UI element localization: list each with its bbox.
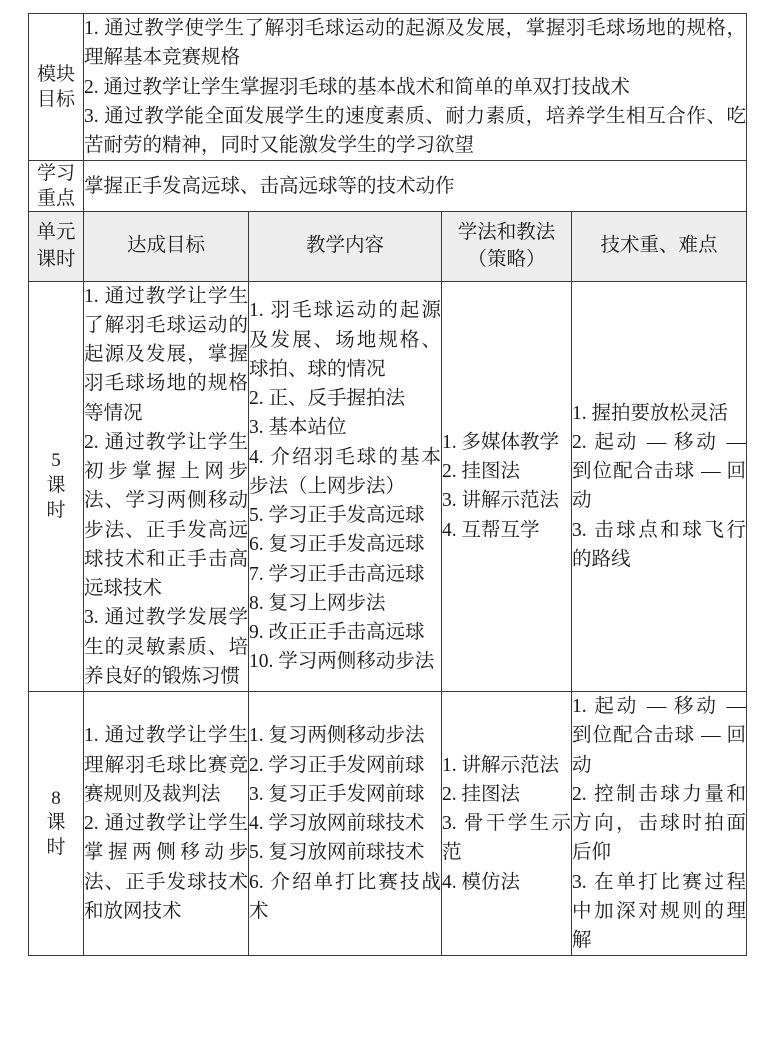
study-focus-content: 掌握正手发高远球、击高远球等的技术动作 — [84, 161, 747, 212]
unit-1-content-2: 2. 正、反手握拍法 — [249, 388, 406, 410]
study-focus-label — [29, 161, 84, 212]
header-unit-hours-line-1: 单元 — [36, 222, 76, 244]
unit-2-methods-cell — [442, 692, 572, 956]
unit-1-key-points-cell — [572, 281, 747, 692]
module-goal-item-2: 2. 通过教学让学生掌握羽毛球的基本战术和简单的单双打技战术 — [84, 76, 631, 98]
unit-1-content-3: 3. 基本站位 — [249, 417, 347, 439]
unit-1-contents-cell — [249, 281, 442, 692]
header-key-points: 技术重、难点 — [572, 212, 747, 281]
study-focus-row — [29, 161, 747, 212]
header-unit-hours-line-2: 课时 — [36, 248, 76, 270]
unit-hours-cell-1 — [29, 281, 84, 692]
unit-2-key-point-3: 3. 在单打比赛过程中加深对规则的理解 — [572, 871, 747, 952]
unit-1-content-7: 7. 学习正手击高远球 — [249, 563, 425, 585]
unit-2-key-point-2: 2. 控制击球力量和方向，击球时拍面后仰 — [572, 783, 747, 864]
module-goal-row — [29, 14, 747, 161]
unit-hours-1-line-3: 时 — [46, 499, 66, 521]
unit-1-content-6: 6. 复习正手发高远球 — [249, 534, 425, 556]
unit-1-methods-cell — [442, 281, 572, 692]
module-goal-label-line-2: 目标 — [36, 89, 75, 111]
unit-1-key-point-1: 1. 握拍要放松灵活 — [572, 402, 729, 424]
table-column-header-row — [29, 212, 747, 281]
unit-2-content-5: 5. 复习放网前球技术 — [249, 842, 425, 864]
plan-table-wrapper — [28, 13, 746, 956]
unit-1-method-4: 4. 互帮互学 — [442, 519, 540, 541]
unit-2-key-point-1: 1. 起动 — 移动 — 到位配合击球 — 回动 — [572, 696, 747, 776]
unit-1-content-5: 5. 学习正手发高远球 — [249, 505, 425, 527]
module-goal-content — [84, 14, 747, 161]
unit-2-method-2: 2. 挂图法 — [442, 783, 521, 805]
unit-hours-1-line-1: 5 — [51, 450, 61, 472]
unit-1-goal-3: 3. 通过教学发展学生的灵敏素质、培养良好的锻炼习惯 — [84, 607, 248, 687]
unit-2-method-1: 1. 讲解示范法 — [442, 754, 560, 776]
unit-1-method-1: 1. 多媒体教学 — [442, 431, 560, 453]
unit-2-contents-cell — [249, 692, 442, 956]
module-goal-item-1: 1. 通过教学使学生了解羽毛球运动的起源及发展，掌握羽毛球场地的规格，理解基本竞赛规格 — [84, 18, 747, 69]
module-goal-label — [29, 14, 84, 161]
unit-2-goal-1: 1. 通过教学让学生理解羽毛球比赛竞赛规则及裁判法 — [84, 725, 248, 805]
header-method-line-1: 学法和教法 — [457, 222, 556, 244]
unit-2-content-3: 3. 复习正手发网前球 — [249, 783, 425, 805]
unit-1-content-10: 10. 学习两侧移动步法 — [249, 651, 435, 673]
unit-1-goal-2: 2. 通过教学让学生初步掌握上网步法、学习两侧移动步法、正手发高远球技术和正手击高远球技术 — [84, 431, 248, 600]
unit-hours-2-line-1: 8 — [51, 787, 61, 809]
unit-1-content-9: 9. 改正正手击高远球 — [249, 622, 425, 644]
unit-2-goal-2: 2. 通过教学让学生掌握两侧移动步法、正手发球技术和放网技术 — [84, 813, 248, 922]
unit-hours-2-line-3: 时 — [46, 837, 66, 859]
teaching-plan-table — [28, 13, 747, 956]
header-content: 教学内容 — [249, 212, 442, 281]
header-method — [442, 212, 572, 281]
study-focus-label-line-1: 学习 — [36, 163, 75, 185]
header-goal: 达成目标 — [84, 212, 249, 281]
unit-2-content-4: 4. 学习放网前球技术 — [249, 813, 425, 835]
unit-2-content-2: 2. 学习正手发网前球 — [249, 754, 425, 776]
unit-1-content-1: 1. 羽毛球运动的起源及发展、场地规格、球拍、球的情况 — [249, 300, 441, 380]
module-goal-label-line-1: 模块 — [36, 64, 75, 86]
table-row — [29, 281, 747, 692]
unit-1-method-3: 3. 讲解示范法 — [442, 490, 560, 512]
header-method-line-2: （策略） — [467, 248, 546, 270]
unit-2-goals-cell — [84, 692, 249, 956]
unit-2-method-3: 3. 骨干学生示范 — [442, 813, 571, 864]
unit-1-goals-cell — [84, 281, 249, 692]
unit-hours-1-line-2: 课 — [46, 475, 66, 497]
unit-1-content-4: 4. 介绍羽毛球的基本步法（上网步法） — [249, 446, 441, 497]
header-unit-hours — [29, 212, 84, 281]
unit-1-goal-1: 1. 通过教学让学生了解羽毛球运动的起源及发展，掌握羽毛球场地的规格等情况 — [84, 285, 248, 424]
unit-1-key-point-3: 3. 击球点和球飞行的路线 — [572, 519, 747, 570]
unit-hours-cell-2 — [29, 692, 84, 956]
unit-2-content-1: 1. 复习两侧移动步法 — [249, 725, 425, 747]
module-goal-item-3: 3. 通过教学能全面发展学生的速度素质、耐力素质，培养学生相互合作、吃苦耐劳的精神，同时又能激发学生的学习欲望 — [84, 105, 747, 156]
table-row — [29, 692, 747, 956]
unit-1-key-point-2: 2. 起动 — 移动 — 到位配合击球 — 回动 — [572, 431, 747, 512]
unit-2-content-6: 6. 介绍单打比赛技战术 — [249, 871, 441, 922]
unit-2-method-4: 4. 模仿法 — [442, 871, 521, 893]
unit-1-content-8: 8. 复习上网步法 — [249, 592, 386, 614]
unit-2-key-points-cell — [572, 692, 747, 956]
study-focus-label-line-2: 重点 — [36, 188, 75, 210]
unit-1-method-2: 2. 挂图法 — [442, 461, 521, 483]
unit-hours-2-line-2: 课 — [46, 812, 66, 834]
